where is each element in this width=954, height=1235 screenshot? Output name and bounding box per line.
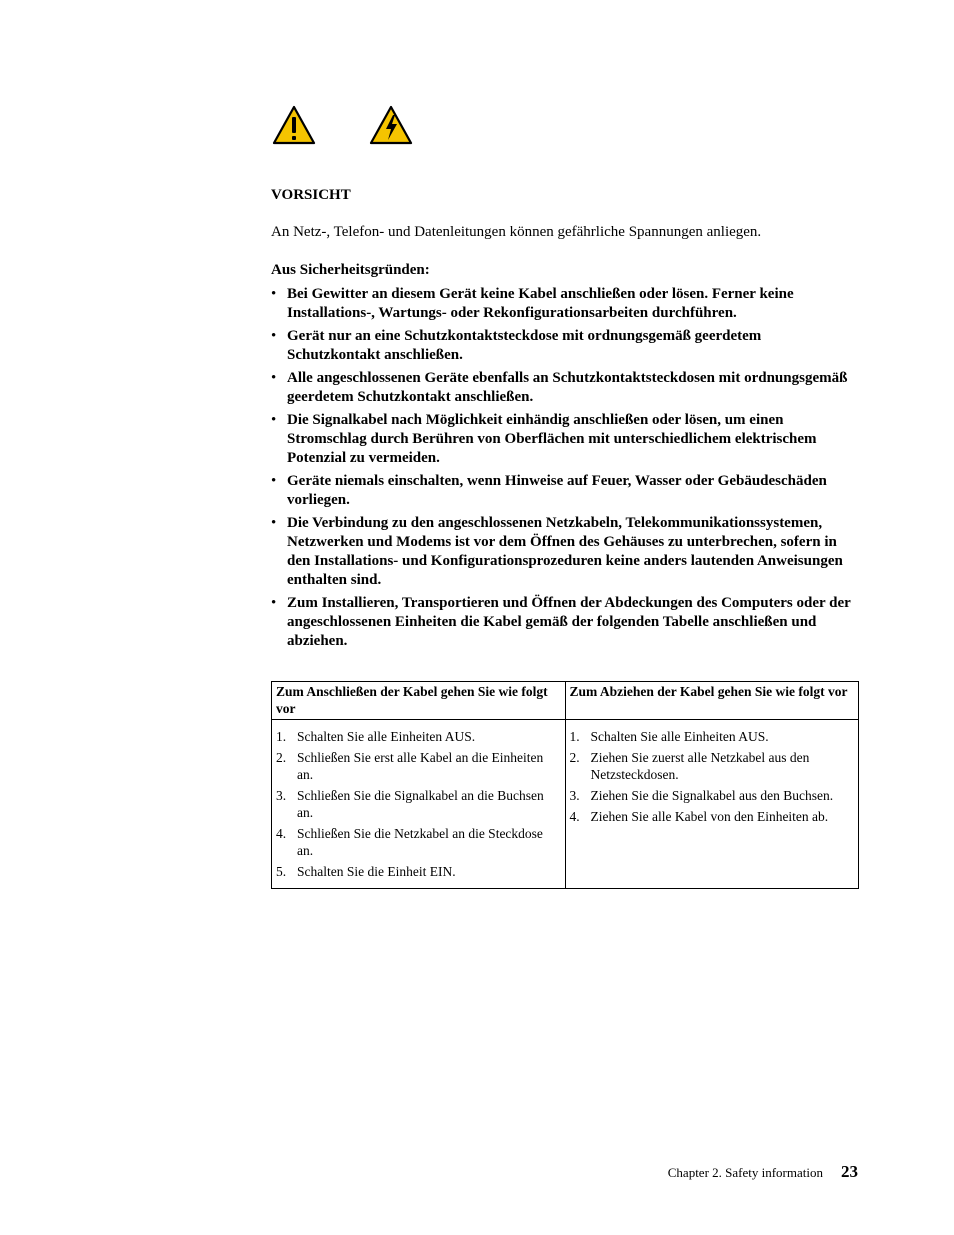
cable-procedure-table bbox=[271, 681, 859, 889]
connect-header: Zum Anschließen der Kabel gehen Sie wie folgt vor bbox=[272, 682, 566, 720]
warning-triangle-icon bbox=[271, 104, 317, 146]
disconnect-step bbox=[570, 808, 855, 825]
connect-step bbox=[276, 787, 561, 821]
bullet-item: • Die Verbindung zu den angeschlossenen Netzkabeln, Telekommunikationssystemen, Netzwerken und Modems ist vor dem Öffnen des Gehäuses zu unterbrechen, sofern in den Installations- und Konfigurationsprozeduren keine anders lautenden Anweisungen enthalten sind. bbox=[271, 514, 851, 590]
step-text: Ziehen Sie zuerst alle Netzkabel aus den Netzsteckdosen. bbox=[590, 750, 810, 782]
disconnect-step bbox=[570, 787, 855, 804]
chapter-label: Chapter 2. Safety information bbox=[667, 1165, 823, 1180]
step-text: Ziehen Sie alle Kabel von den Einheiten ab. bbox=[590, 809, 829, 824]
connect-step bbox=[276, 728, 561, 745]
bullet-item: • Zum Installieren, Transportieren und Öffnen der Abdeckungen des Computers oder der angeschlossenen Einheiten die Kabel gemäß der folgenden Tabelle anschließen und abziehen. bbox=[271, 594, 851, 651]
step-text: Schalten Sie alle Einheiten AUS. bbox=[297, 729, 476, 744]
step-number: 1. bbox=[276, 729, 287, 744]
disconnect-step bbox=[570, 728, 855, 745]
step-number: 3. bbox=[276, 788, 287, 803]
step-number: 4. bbox=[276, 826, 287, 841]
bullet-item: • Geräte niemals einschalten, wenn Hinweise auf Feuer, Wasser oder Gebäudeschäden vorliegen. bbox=[271, 472, 851, 510]
page-footer bbox=[668, 1162, 858, 1182]
connect-steps-cell bbox=[272, 720, 566, 889]
step-number: 2. bbox=[276, 750, 287, 765]
step-number: 1. bbox=[569, 729, 580, 744]
connect-step bbox=[276, 749, 561, 783]
step-text: Schließen Sie erst alle Kabel an die Einheiten an. bbox=[297, 750, 544, 782]
disconnect-steps bbox=[570, 728, 855, 825]
step-number: 2. bbox=[569, 750, 580, 765]
page-number: 23 bbox=[841, 1162, 858, 1181]
bullet-item: • Alle angeschlossenen Geräte ebenfalls an Schutzkontaktsteckdosen mit ordnungsgemäß geerdetem Schutzkontakt anschließen. bbox=[271, 369, 851, 407]
bullet-item: • Die Signalkabel nach Möglichkeit einhändig anschließen oder lösen, um einen Stromschlag durch Berühren von Oberflächen mit unterschiedlichem elektrischem Potenzial zu vermeiden. bbox=[271, 411, 851, 468]
bullet-item: • Bei Gewitter an diesem Gerät keine Kabel anschließen oder lösen. Ferner keine Installations-, Wartungs- oder Rekonfigurationsarbeiten durchführen. bbox=[271, 285, 851, 323]
step-number: 5. bbox=[276, 864, 287, 879]
connect-steps bbox=[276, 728, 561, 880]
safety-bullet-list bbox=[271, 285, 851, 655]
step-text: Schließen Sie die Netzkabel an die Steckdose an. bbox=[297, 826, 543, 858]
step-text: Schalten Sie alle Einheiten AUS. bbox=[590, 729, 769, 744]
step-text: Ziehen Sie die Signalkabel aus den Buchsen. bbox=[590, 788, 834, 803]
step-text: Schalten Sie die Einheit EIN. bbox=[297, 864, 456, 879]
bullet-item: • Gerät nur an eine Schutzkontaktsteckdose mit ordnungsgemäß geerdetem Schutzkontakt anschließen. bbox=[271, 327, 851, 365]
disconnect-step bbox=[570, 749, 855, 783]
connect-step bbox=[276, 825, 561, 859]
disconnect-steps-cell bbox=[565, 720, 859, 889]
step-text: Schließen Sie die Signalkabel an die Buchsen an. bbox=[297, 788, 544, 820]
step-number: 4. bbox=[569, 809, 580, 824]
caution-heading: VORSICHT bbox=[271, 187, 351, 203]
connect-step bbox=[276, 863, 561, 880]
high-voltage-icon bbox=[368, 104, 414, 146]
reasons-title: Aus Sicherheitsgründen: bbox=[271, 262, 430, 278]
disconnect-header: Zum Abziehen der Kabel gehen Sie wie folgt vor bbox=[565, 682, 859, 720]
intro-text: An Netz-, Telefon- und Datenleitungen können gefährliche Spannungen anliegen. bbox=[271, 224, 762, 240]
step-number: 3. bbox=[569, 788, 580, 803]
